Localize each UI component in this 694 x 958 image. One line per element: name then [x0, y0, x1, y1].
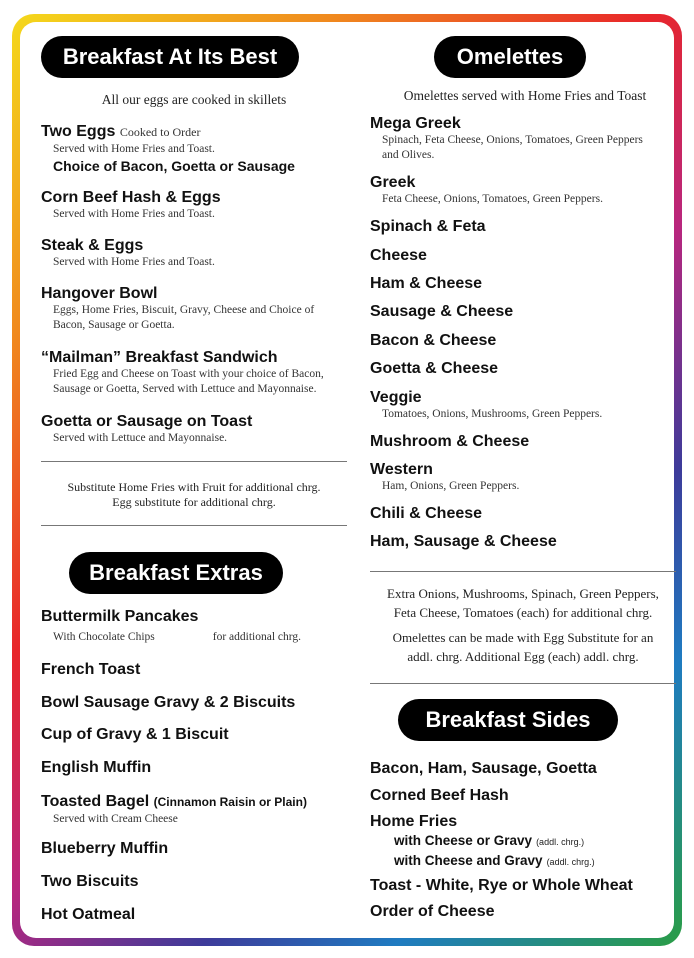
- item-name: Steak & Eggs: [41, 237, 144, 254]
- item-desc: Tomatoes, Onions, Mushrooms, Green Peppers.: [382, 408, 603, 420]
- breakfast-extras-heading: Breakfast Extras: [69, 552, 283, 594]
- item-desc: Fried Egg and Cheese on Toast with your choice of Bacon,: [53, 368, 324, 380]
- item-desc: Served with Home Fries and Toast.: [53, 208, 215, 220]
- item-name: Greek: [370, 174, 416, 191]
- menu-item-goetta-cheese: [370, 359, 498, 378]
- item-name: Hangover Bowl: [41, 285, 158, 302]
- item-desc: [53, 630, 301, 645]
- home-fries-option: with Cheese and Gravy: [394, 853, 543, 868]
- menu-item-order-cheese: [370, 902, 494, 921]
- item-name: Bowl Sausage Gravy & 2 Biscuits: [41, 694, 296, 711]
- item-desc: Served with Home Fries and Toast.: [53, 256, 215, 268]
- egg-sub-line: Omelettes can be made with Egg Substitute for an: [392, 630, 654, 645]
- menu-item-mushroom-cheese: [370, 432, 529, 451]
- item-desc: Sausage or Goetta, Served with Lettuce and Mayonnaise.: [53, 383, 317, 395]
- item-inline-desc: Cooked to Order: [119, 125, 201, 139]
- menu-item-goetta-toast: [41, 412, 252, 446]
- item-name: Mushroom & Cheese: [370, 433, 530, 450]
- divider: [41, 461, 347, 462]
- item-name: English Muffin: [41, 759, 152, 776]
- item-name: Two Biscuits: [41, 873, 139, 890]
- menu-item-two-eggs: [41, 122, 295, 176]
- menu-border: [12, 14, 682, 946]
- item-name: Ham & Cheese: [370, 275, 483, 292]
- home-fries-option: with Cheese or Gravy: [394, 833, 533, 848]
- item-name: “Mailman” Breakfast Sandwich: [41, 349, 278, 366]
- menu-item-spinach-feta: [370, 217, 486, 236]
- menu-item-cheese: [370, 246, 427, 265]
- divider: [41, 525, 347, 526]
- item-name: Mega Greek: [370, 115, 461, 132]
- breakfast-sides-heading: Breakfast Sides: [398, 699, 618, 741]
- item-name: Buttermilk Pancakes: [41, 608, 199, 625]
- menu-item-chili-cheese: [370, 504, 482, 523]
- item-name: Toast - White, Rye or Whole Wheat: [370, 877, 633, 894]
- menu-item-sausage-cheese: [370, 302, 513, 321]
- breakfast-best-heading: Breakfast At Its Best: [41, 36, 299, 78]
- menu-item-cup-gravy: [41, 725, 229, 744]
- menu-item-greek: [370, 173, 603, 207]
- menu-page: [20, 22, 674, 938]
- menu-item-mega-greek: [370, 114, 643, 163]
- menu-item-bagel: [41, 792, 307, 827]
- item-name: Corn Beef Hash & Eggs: [41, 189, 221, 206]
- item-name: Goetta or Sausage on Toast: [41, 413, 253, 430]
- menu-item-pancakes: [41, 607, 301, 645]
- menu-item-corned-beef: [370, 786, 509, 805]
- menu-item-mailman: [41, 348, 324, 397]
- menu-item-meats: [370, 759, 597, 778]
- menu-item-hangover: [41, 284, 314, 333]
- menu-item-sausage-gravy: [41, 693, 295, 712]
- substitute-note: [41, 480, 347, 510]
- item-name: Cheese: [370, 247, 427, 264]
- extras-line: Extra Onions, Mushrooms, Spinach, Green Peppers,: [387, 586, 659, 601]
- menu-item-toast: [370, 876, 633, 895]
- item-name: Bacon, Ham, Sausage, Goetta: [370, 760, 597, 777]
- item-name: Corned Beef Hash: [370, 787, 509, 804]
- addl-charge: (addl. chrg.): [536, 837, 585, 847]
- item-desc: Ham, Onions, Green Peppers.: [382, 480, 520, 492]
- item-name: Blueberry Muffin: [41, 840, 169, 857]
- item-name: Ham, Sausage & Cheese: [370, 533, 557, 550]
- item-desc: and Olives.: [382, 149, 435, 161]
- menu-item-blueberry-muffin: [41, 839, 168, 858]
- item-name: Order of Cheese: [370, 903, 495, 920]
- item-desc-text: With Chocolate Chips: [53, 631, 155, 643]
- menu-item-two-biscuits: [41, 872, 139, 891]
- item-desc: Eggs, Home Fries, Biscuit, Gravy, Cheese and Choice of: [53, 304, 315, 316]
- item-name: Toasted Bagel: [41, 793, 150, 810]
- divider: [370, 571, 676, 572]
- menu-item-veggie: [370, 388, 602, 422]
- egg-sub-line: addl. chrg. Additional Egg (each) addl. chrg.: [407, 649, 639, 664]
- item-name: Home Fries: [370, 813, 458, 830]
- item-choice: Choice of Bacon, Goetta or Sausage: [53, 158, 295, 174]
- omelette-extras-note: [370, 584, 676, 666]
- eggs-note: All our eggs are cooked in skillets: [101, 92, 287, 107]
- item-addl: for additional chrg.: [212, 631, 301, 643]
- substitute-line: Egg substitute for additional chrg.: [112, 495, 276, 509]
- menu-item-steak: [41, 236, 215, 270]
- item-name: Hot Oatmeal: [41, 906, 136, 923]
- addl-charge: (addl. chrg.): [546, 857, 595, 867]
- item-desc: Served with Lettuce and Mayonnaise.: [53, 432, 228, 444]
- menu-item-oatmeal: [41, 905, 135, 924]
- substitute-line: Substitute Home Fries with Fruit for additional chrg.: [67, 480, 321, 494]
- menu-item-corn-beef: [41, 188, 221, 222]
- item-desc: Served with Cream Cheese: [53, 813, 178, 825]
- item-name: Bacon & Cheese: [370, 332, 497, 349]
- item-name: Sausage & Cheese: [370, 303, 514, 320]
- item-options: (Cinnamon Raisin or Plain): [153, 795, 307, 809]
- item-name: Western: [370, 461, 433, 478]
- menu-item-french-toast: [41, 660, 140, 679]
- item-name: French Toast: [41, 661, 141, 678]
- item-name: Veggie: [370, 389, 422, 406]
- item-desc: Served with Home Fries and Toast.: [53, 143, 215, 155]
- menu-item-home-fries: [370, 812, 595, 871]
- menu-item-ham-cheese: [370, 274, 482, 293]
- menu-item-bacon-cheese: [370, 331, 496, 350]
- item-name: Two Eggs: [41, 123, 116, 140]
- omelettes-heading: Omelettes: [434, 36, 586, 78]
- item-name: Chili & Cheese: [370, 505, 483, 522]
- item-name: Spinach & Feta: [370, 218, 486, 235]
- menu-item-western: [370, 460, 519, 494]
- divider: [370, 683, 676, 684]
- extras-line: Feta Cheese, Tomatoes (each) for additional chrg.: [393, 605, 653, 620]
- omelettes-note: Omelettes served with Home Fries and Toast: [403, 88, 647, 103]
- menu-item-ham-sausage-cheese: [370, 532, 557, 551]
- item-desc: Spinach, Feta Cheese, Onions, Tomatoes, Green Peppers: [382, 134, 643, 146]
- item-name: Cup of Gravy & 1 Biscuit: [41, 726, 229, 743]
- item-name: Goetta & Cheese: [370, 360, 499, 377]
- item-desc: Bacon, Sausage or Goetta.: [53, 319, 175, 331]
- item-desc: Feta Cheese, Onions, Tomatoes, Green Peppers.: [382, 193, 603, 205]
- menu-item-english-muffin: [41, 758, 151, 777]
